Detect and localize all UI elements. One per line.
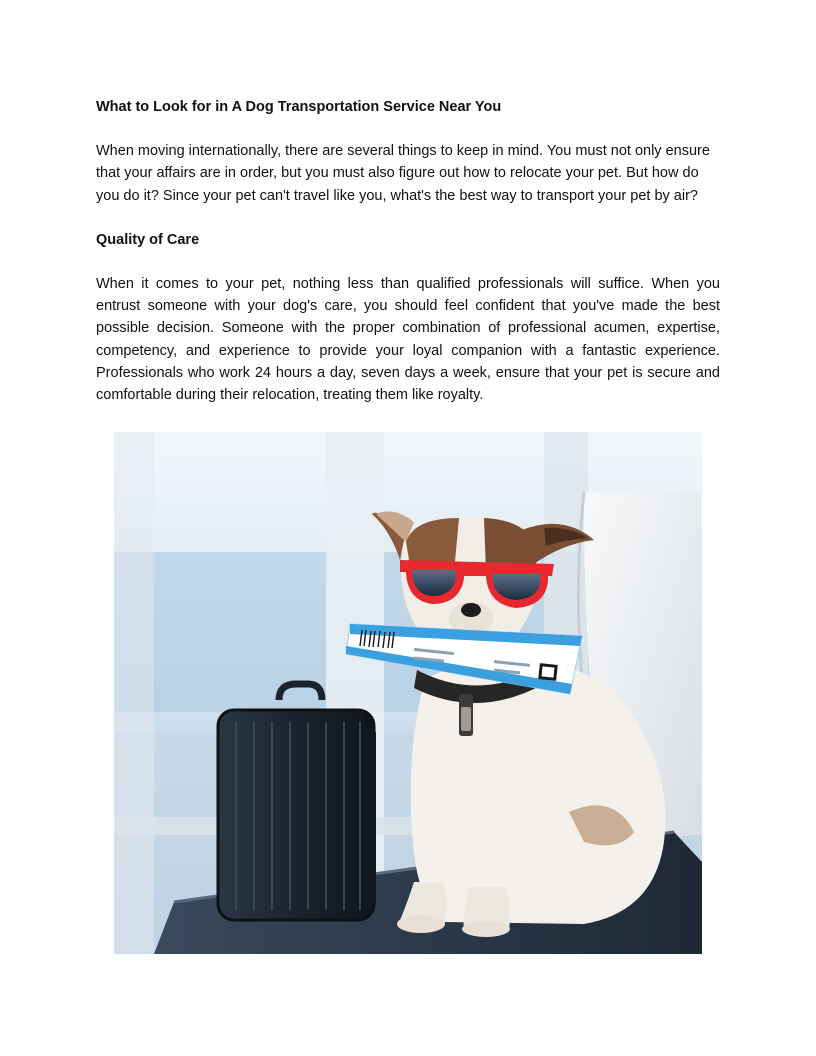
section-heading: Quality of Care <box>96 231 200 248</box>
section-paragraph: When it comes to your pet, nothing less than qualified professionals will suffice. When you entrust someone with your dog's care, you should feel confident that you've made the best possible decision. Someone with the proper combination of professional acumen, expertise, competency, and experience to provide your loyal companion with a fantastic experience. Professionals who work 24 hours a day, seven days a week, ensure that your pet is secure and comfortable during their relocation, treating them like royalty. <box>96 275 720 404</box>
suitcase-icon <box>218 684 376 920</box>
document-body <box>96 96 720 407</box>
dog-travel-photo <box>114 432 702 954</box>
intro-paragraph: When moving internationally, there are several things to keep in mind. You must not only ensure that your affairs are in order, but you must also figure out how to relocate your pet. But how do you do it? Since your pet can't travel like you, what's the best way to transport your pet by air? <box>96 143 710 204</box>
document-title: What to Look for in A Dog Transportation Service Near You <box>96 99 502 115</box>
photo-illustration <box>114 432 702 954</box>
